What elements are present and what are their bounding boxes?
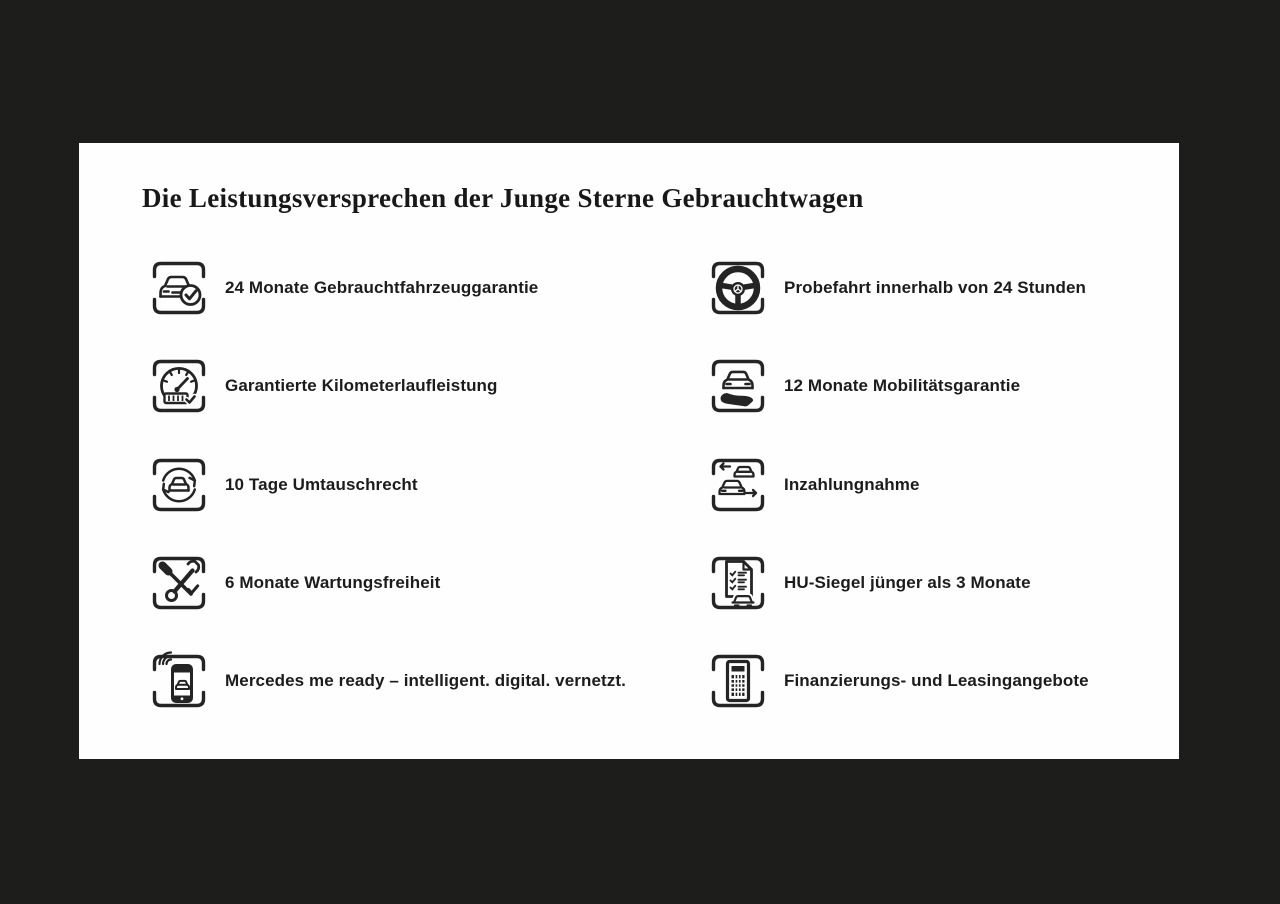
benefit-label: 6 Monate Wartungsfreiheit [225, 573, 441, 592]
page-title: Die Leistungsversprechen der Junge Sterne Gebrauchtwagen [142, 183, 864, 213]
benefit-label: 24 Monate Gebrauchtfahrzeuggarantie [225, 278, 539, 297]
benefit-label: Inzahlungnahme [784, 475, 920, 494]
benefits-card [79, 143, 1179, 759]
benefit-label: 12 Monate Mobilitätsgarantie [784, 376, 1021, 395]
benefit-label: Finanzierungs- und Leasingangebote [784, 671, 1089, 690]
benefit-label: HU-Siegel jünger als 3 Monate [784, 573, 1031, 592]
benefit-item [705, 255, 1086, 321]
benefit-label: Mercedes me ready – intelligent. digital. vernetzt. [225, 671, 626, 690]
benefit-label: Probefahrt innerhalb von 24 Stunden [784, 278, 1086, 297]
benefit-label: Garantierte Kilometerlaufleistung [225, 376, 498, 395]
benefit-item [146, 648, 626, 714]
car-exchange-icon [146, 452, 212, 518]
phone-connectivity-icon [146, 648, 212, 714]
steering-wheel-icon [705, 255, 771, 321]
car-hand-icon [705, 353, 771, 419]
benefit-item [705, 550, 1031, 616]
benefit-item [146, 452, 418, 518]
calculator-icon [705, 648, 771, 714]
benefit-item [146, 353, 498, 419]
benefit-item [705, 648, 1089, 714]
car-tradein-icon [705, 452, 771, 518]
benefit-item [146, 255, 538, 321]
inspection-document-icon [705, 550, 771, 616]
benefit-item [705, 452, 920, 518]
benefit-item [146, 550, 440, 616]
benefit-item [705, 353, 1020, 419]
tools-icon [146, 550, 212, 616]
benefit-label: 10 Tage Umtauschrecht [225, 475, 418, 494]
speedometer-icon [146, 353, 212, 419]
car-check-icon [146, 255, 212, 321]
